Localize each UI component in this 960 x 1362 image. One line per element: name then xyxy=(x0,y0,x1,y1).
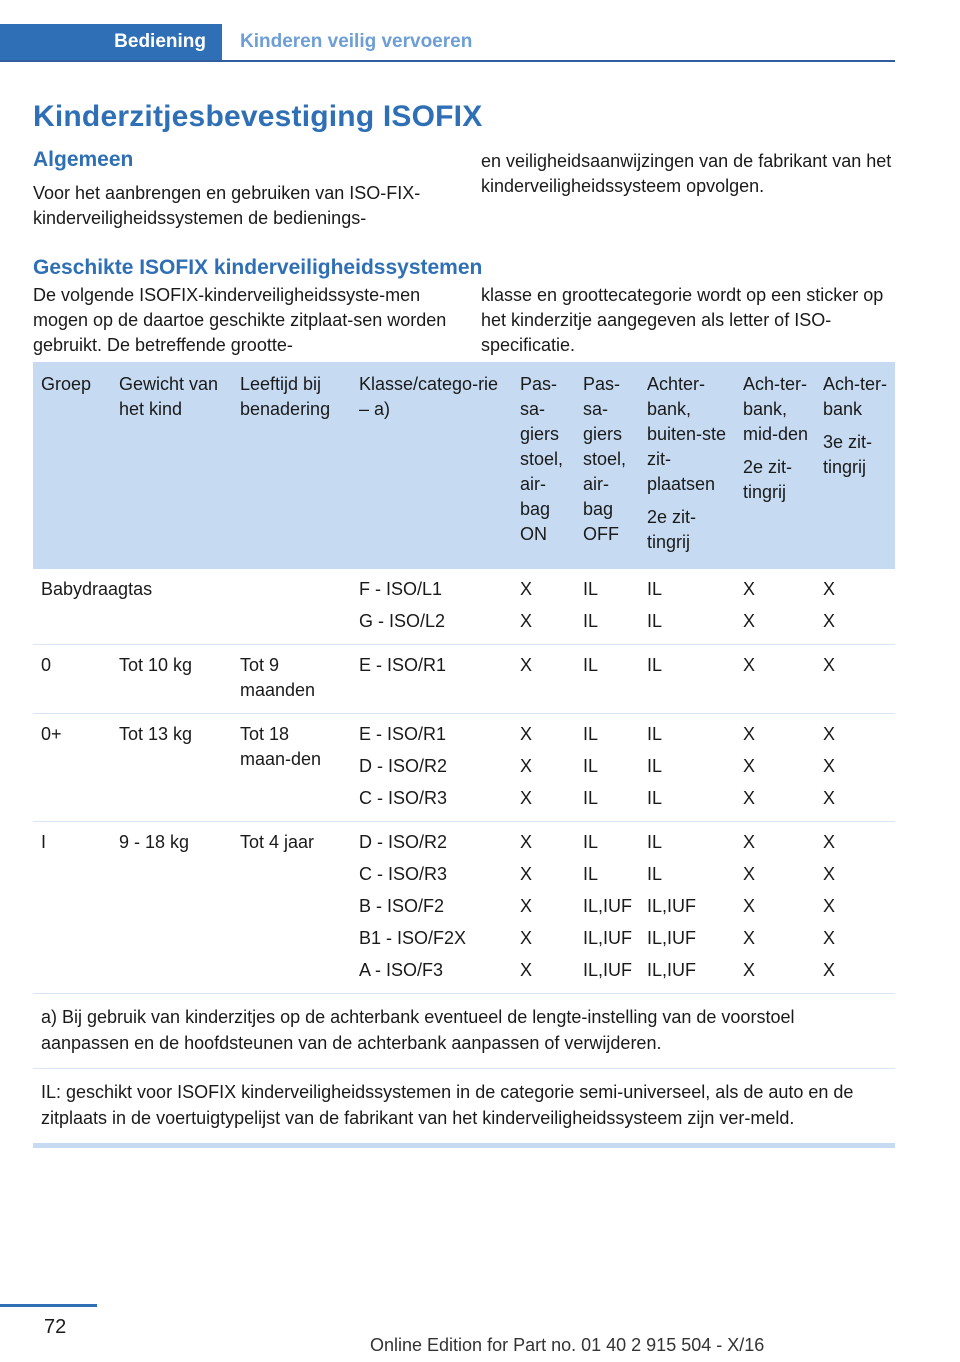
cell-value: IL xyxy=(583,864,599,884)
cell-value: X xyxy=(823,788,836,808)
cell-value: X xyxy=(520,896,533,916)
table-header-row xyxy=(33,362,895,569)
isofix-table xyxy=(33,362,895,1148)
cell-value: IL xyxy=(647,788,663,808)
cell-value: IL xyxy=(583,832,599,852)
cell-value: IL,IUF xyxy=(647,896,697,916)
cell-value: IL,IUF xyxy=(583,896,633,916)
cell-value: IL xyxy=(583,788,599,808)
table-cell xyxy=(351,645,512,714)
column-header-label: Achter-bank, buiten-ste zit-plaatsen xyxy=(647,374,727,494)
column-header xyxy=(33,362,111,569)
column-header xyxy=(232,362,351,569)
edition-footer: Online Edition for Part no. 01 40 2 915 504 - X/16 xyxy=(370,1335,765,1355)
table-cell xyxy=(639,645,735,714)
table-cell xyxy=(111,714,232,822)
cell-value: B - ISO/F2 xyxy=(359,896,445,916)
table-cell xyxy=(815,645,895,714)
table-cell xyxy=(735,822,815,994)
cell-value: X xyxy=(743,655,756,675)
chapter-tab-bar xyxy=(0,24,895,62)
table-note: IL: geschikt voor ISOFIX kinderveiligheidssystemen in de categorie semi-universeel, als de auto en de zitplaats in de voertuigtypelijst van de fabrikant van het kinderveiligheidssysteem zijn ver-meld. xyxy=(33,1069,895,1146)
tab-bediening[interactable]: Bediening xyxy=(0,24,222,60)
column-header xyxy=(351,362,512,569)
cell-value: IL xyxy=(583,655,599,675)
column-header-label: Leeftijd bij benadering xyxy=(240,374,331,419)
cell-value: X xyxy=(743,788,756,808)
cell-value: Tot 9 maanden xyxy=(240,655,316,700)
table-row xyxy=(33,569,895,645)
table-row xyxy=(33,645,895,714)
cell-value: IL xyxy=(647,864,663,884)
cell-value: X xyxy=(743,832,756,852)
cell-value: A - ISO/F3 xyxy=(359,960,444,980)
tab-kinderen-veilig-vervoeren[interactable]: Kinderen veilig vervoeren xyxy=(240,31,473,52)
section-heading-algemeen: Algemeen xyxy=(33,148,134,171)
cell-value: X xyxy=(520,756,533,776)
cell-value: IL xyxy=(647,832,663,852)
page-number: 72 xyxy=(44,1316,67,1338)
cell-value: IL,IUF xyxy=(647,928,697,948)
column-header xyxy=(639,362,735,569)
page-title: Kinderzitjesbevestiging ISOFIX xyxy=(33,100,483,133)
cell-value: Tot 13 kg xyxy=(119,724,193,744)
table-cell xyxy=(639,714,735,822)
cell-value: IL,IUF xyxy=(583,928,633,948)
table-cell xyxy=(735,569,815,645)
table-row xyxy=(33,822,895,994)
table-cell xyxy=(639,569,735,645)
column-header-label: Ach-ter-bank, mid-den xyxy=(743,374,809,444)
table-note-row xyxy=(33,994,895,1069)
table-cell xyxy=(512,714,575,822)
cell-value: IL xyxy=(647,655,663,675)
section2-text-left: De volgende ISOFIX-kinderveiligheidssyste-men mogen op de daartoe geschikte zitplaat-sen worden gebruikt. De betreffende grootte- xyxy=(33,285,447,355)
cell-value: G - ISO/L2 xyxy=(359,611,446,631)
column-header-sublabel: 3e zit-tingrij xyxy=(823,432,873,477)
column-header-label: Pas-sa-giers stoel, air-bag OFF xyxy=(583,374,627,544)
table-cell xyxy=(815,569,895,645)
table-body xyxy=(33,569,895,1146)
cell-value: X xyxy=(520,864,533,884)
section1-text-right: en veiligheidsaanwijzingen van de fabrikant van het kinderveiligheidssysteem opvolgen. xyxy=(481,151,892,196)
table-note-row xyxy=(33,1069,895,1146)
cell-value: Tot 18 maan-den xyxy=(240,724,322,769)
cell-value: IL xyxy=(583,724,599,744)
cell-value: X xyxy=(520,832,533,852)
column-header xyxy=(512,362,575,569)
cell-value: IL xyxy=(583,756,599,776)
table-cell xyxy=(33,822,111,994)
section-heading-geschikte-isofix: Geschikte ISOFIX kinderveiligheidssystemen xyxy=(33,256,483,279)
cell-value: X xyxy=(823,655,836,675)
table-cell xyxy=(232,714,351,822)
table-cell xyxy=(512,645,575,714)
cell-value: X xyxy=(823,724,836,744)
cell-value: B1 - ISO/F2X xyxy=(359,928,467,948)
table-cell xyxy=(815,714,895,822)
table-cell xyxy=(639,822,735,994)
cell-value: X xyxy=(743,756,756,776)
table-cell xyxy=(33,645,111,714)
cell-value: X xyxy=(743,579,756,599)
table-cell xyxy=(575,645,639,714)
table-cell xyxy=(232,569,351,645)
cell-value: Tot 4 jaar xyxy=(240,832,315,852)
cell-value: IL xyxy=(647,756,663,776)
cell-value: X xyxy=(743,724,756,744)
cell-value: X xyxy=(823,611,836,631)
table-cell xyxy=(512,569,575,645)
table-cell xyxy=(575,714,639,822)
column-header xyxy=(111,362,232,569)
section2-text-right: klasse en groottecategorie wordt op een sticker op het kinderzitje aangegeven als letter of ISO-specificatie. xyxy=(481,285,884,355)
table-cell xyxy=(512,822,575,994)
table-cell xyxy=(351,822,512,994)
column-header xyxy=(815,362,895,569)
table-cell xyxy=(33,569,153,645)
cell-value: C - ISO/R3 xyxy=(359,788,448,808)
isofix-table-wrapper xyxy=(33,362,895,1148)
cell-value: Tot 10 kg xyxy=(119,655,193,675)
cell-value: F - ISO/L1 xyxy=(359,579,443,599)
cell-value: X xyxy=(520,579,533,599)
cell-value: X xyxy=(520,928,533,948)
table-cell xyxy=(575,822,639,994)
cell-value: X xyxy=(520,724,533,744)
cell-value: X xyxy=(520,960,533,980)
cell-value: X xyxy=(823,928,836,948)
column-header-label: Groep xyxy=(41,374,92,394)
cell-value: D - ISO/R2 xyxy=(359,832,448,852)
table-cell xyxy=(232,822,351,994)
table-cell xyxy=(815,822,895,994)
footer-rule xyxy=(0,1304,97,1307)
table-note: a) Bij gebruik van kinderzitjes op de achterbank eventueel de lengte-instelling van de voorstoel aanpassen en de hoofdsteunen van de achterbank aanpassen of verwijderen. xyxy=(33,994,895,1069)
cell-value: E - ISO/R1 xyxy=(359,655,447,675)
table-cell xyxy=(735,714,815,822)
column-header-sublabel: 2e zit-tingrij xyxy=(647,507,697,552)
cell-value: X xyxy=(743,864,756,884)
cell-value: IL xyxy=(647,579,663,599)
cell-value: X xyxy=(743,928,756,948)
cell-value: X xyxy=(823,960,836,980)
cell-value: C - ISO/R3 xyxy=(359,864,448,884)
cell-value: IL,IUF xyxy=(647,960,697,980)
column-header-sublabel: 2e zit-tingrij xyxy=(743,457,793,502)
table-cell xyxy=(111,645,232,714)
cell-value: 9 - 18 kg xyxy=(119,832,190,852)
column-header xyxy=(575,362,639,569)
table-cell xyxy=(33,714,111,822)
cell-value: 0+ xyxy=(41,724,62,744)
cell-value: X xyxy=(743,896,756,916)
column-header-label: Pas-sa-giers stoel, air-bag ON xyxy=(520,374,564,544)
cell-value: X xyxy=(520,611,533,631)
table-cell xyxy=(111,822,232,994)
cell-value: X xyxy=(743,960,756,980)
cell-value: IL xyxy=(647,611,663,631)
table-cell xyxy=(351,714,512,822)
cell-value: IL,IUF xyxy=(583,960,633,980)
cell-value: X xyxy=(823,832,836,852)
cell-value: X xyxy=(823,579,836,599)
cell-value: E - ISO/R1 xyxy=(359,724,447,744)
table-cell xyxy=(735,645,815,714)
cell-value: IL xyxy=(583,579,599,599)
table-cell xyxy=(351,569,512,645)
cell-value: I xyxy=(41,832,47,852)
cell-value: Babydraagtas xyxy=(41,579,153,599)
table-row xyxy=(33,714,895,822)
cell-value: X xyxy=(823,864,836,884)
table-cell xyxy=(232,645,351,714)
cell-value: X xyxy=(520,788,533,808)
section1-text-left: Voor het aanbrengen en gebruiken van ISO-FIX-kinderveiligheidssystemen de bedienings- xyxy=(33,183,421,228)
cell-value: X xyxy=(823,896,836,916)
table-cell xyxy=(575,569,639,645)
cell-value: D - ISO/R2 xyxy=(359,756,448,776)
cell-value: X xyxy=(520,655,533,675)
cell-value: 0 xyxy=(41,655,52,675)
cell-value: IL xyxy=(647,724,663,744)
column-header-label: Ach-ter-bank xyxy=(823,374,888,419)
cell-value: X xyxy=(743,611,756,631)
column-header xyxy=(735,362,815,569)
cell-value: IL xyxy=(583,611,599,631)
cell-value: X xyxy=(823,756,836,776)
column-header-label: Klasse/catego-rie – a) xyxy=(359,374,499,419)
column-header-label: Gewicht van het kind xyxy=(119,374,219,419)
